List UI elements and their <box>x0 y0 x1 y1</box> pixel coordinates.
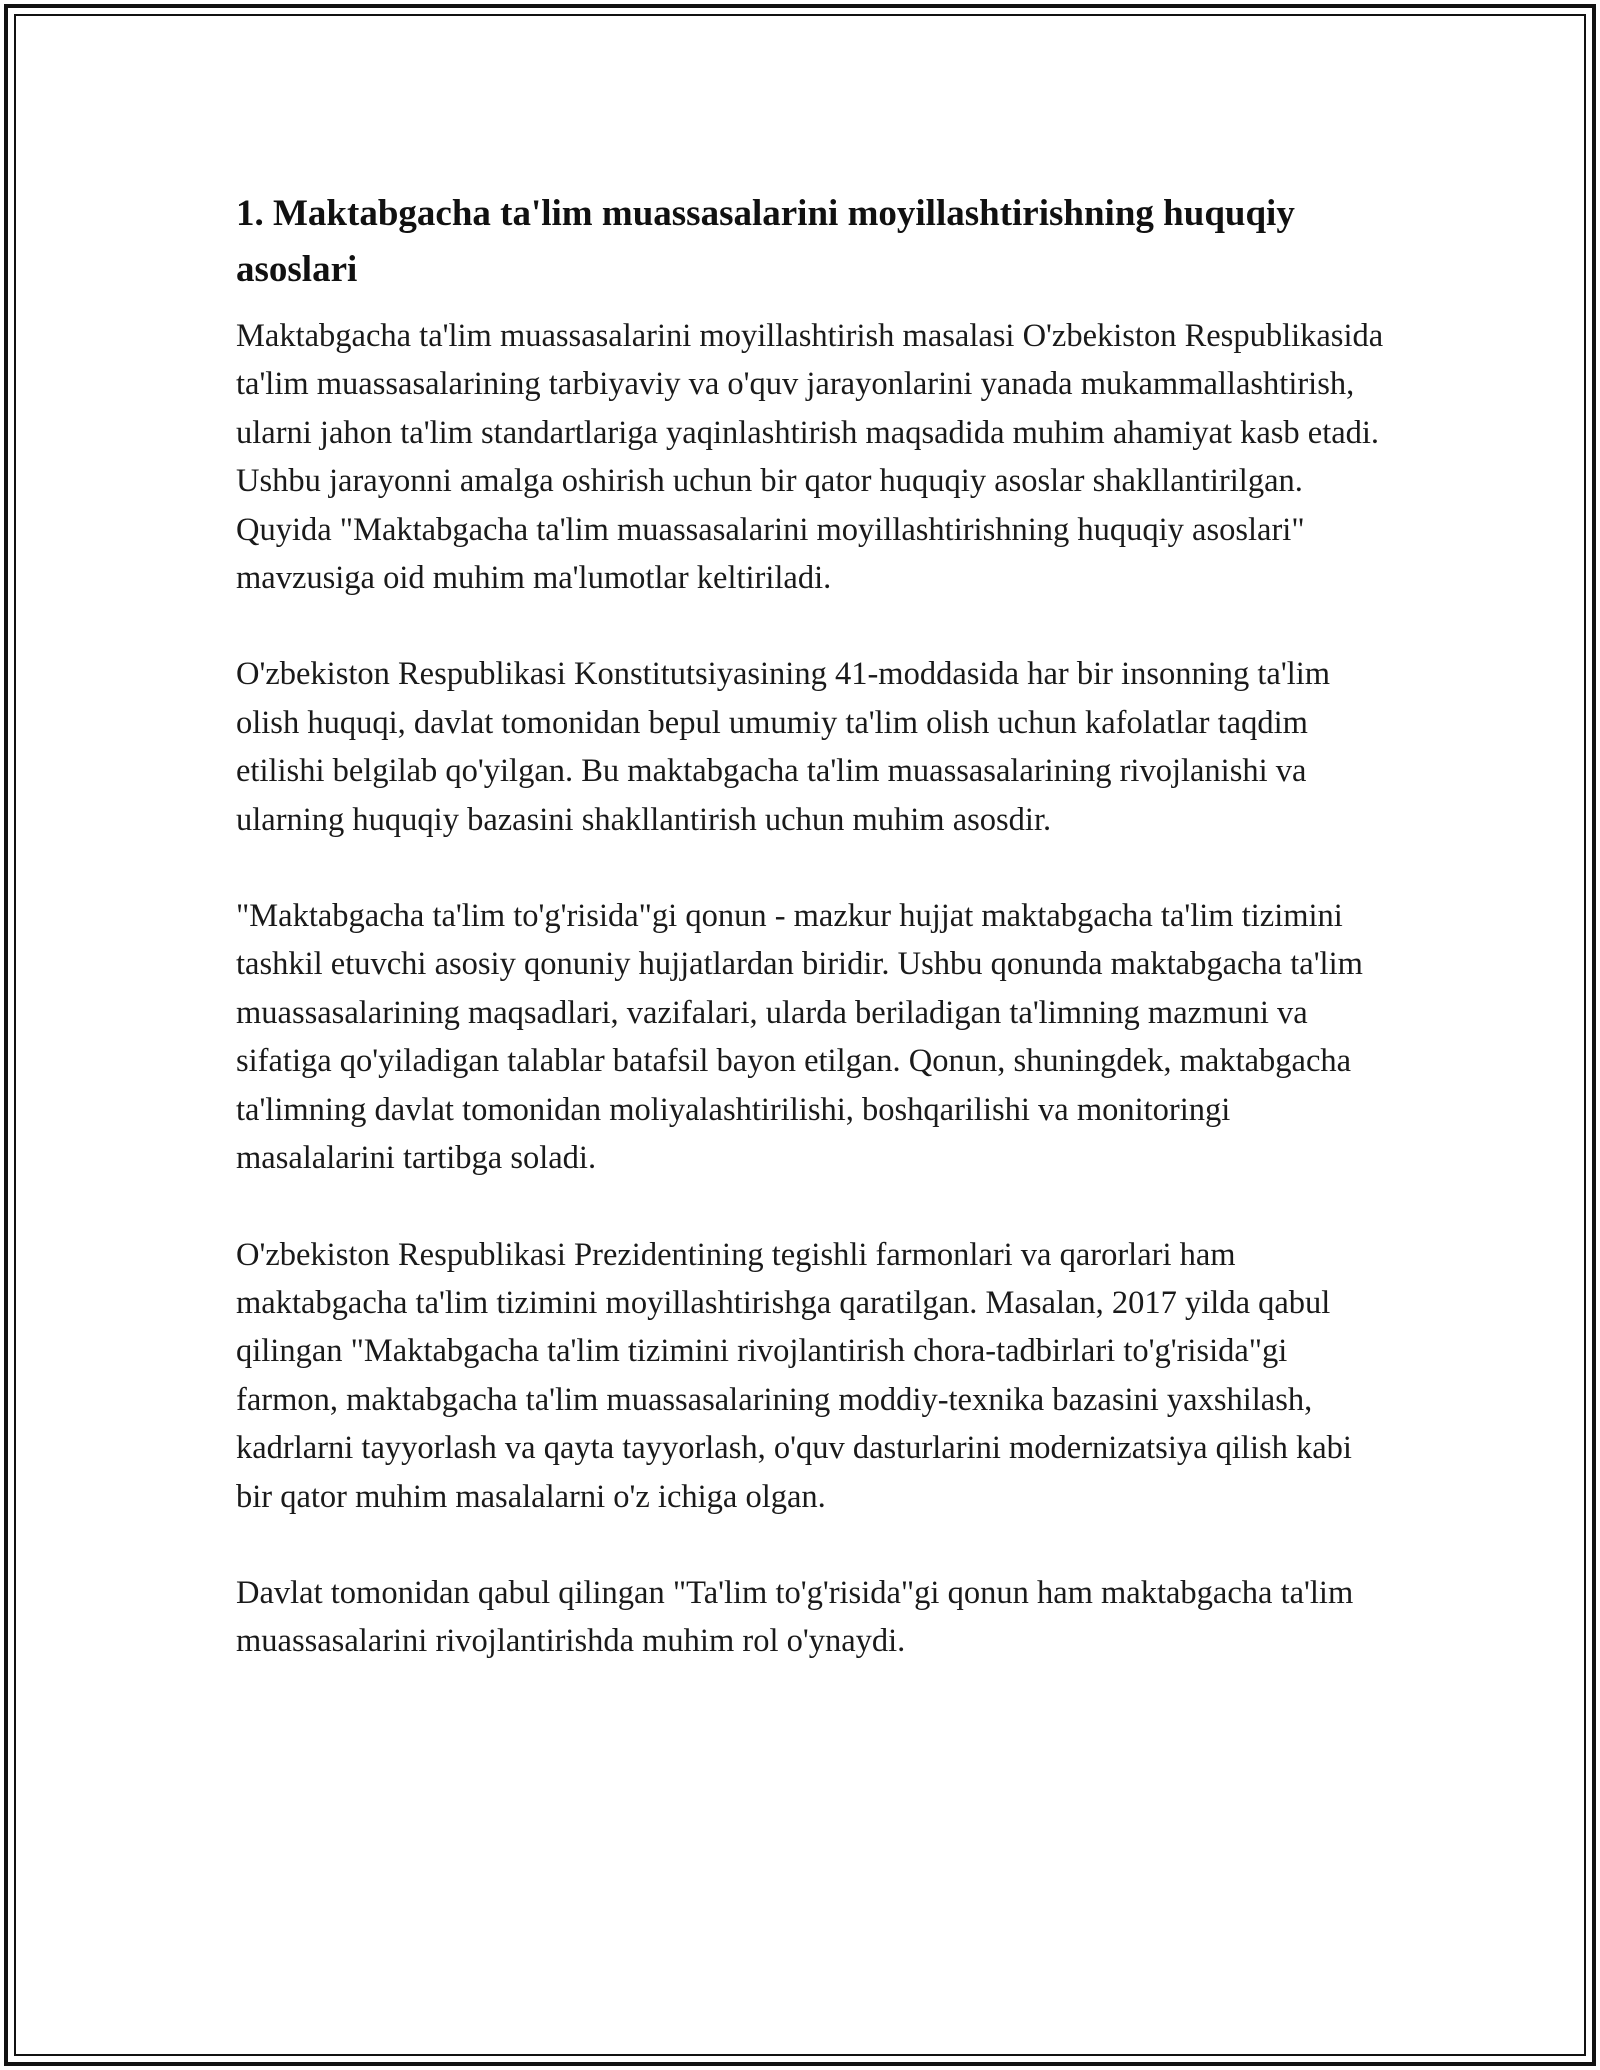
paragraph-education-law: Davlat tomonidan qabul qilingan "Ta'lim to'g'risida"gi qonun ham maktabgacha ta'lim muassasalarini rivojlantirishda muhim rol o'ynaydi. <box>236 1574 1354 1660</box>
paragraph-intro: Maktabgacha ta'lim muassasalarini moyillashtirish masalasi O'zbekiston Respublikasida ta'lim muassasalarining tarbiyaviy va o'quv jarayonlarini yanada mukammallashtirish, ularni jahon ta'lim standartlariga yaqinlashtirish maqsadida muhim ahamiyat kasb etadi. Ushbu jarayonni amalga oshirish uchun bir qator huquqiy asoslar shakllantirilgan. Quyida "Maktabgacha ta'lim muassasalarini moyillashtirishning huquqiy asoslari" mavzusiga oid muhim ma'lumotlar keltiriladi. <box>236 318 1384 597</box>
section-heading: 1. Maktabgacha ta'lim muassasalarini moyillashtirishning huquqiy asoslari <box>236 193 1295 290</box>
paragraph-preschool-law: "Maktabgacha ta'lim to'g'risida"gi qonun - mazkur hujjat maktabgacha ta'lim tizimini tashkil etuvchi asosiy qonuniy hujjatlardan biridir. Ushbu qonunda maktabgacha ta'lim muassasalarining maqsadlari, vazifalari, ularda beriladigan ta'limning mazmuni va sifatiga qo'yiladigan talablar batafsil bayon etilgan. Qonun, shuningdek, maktabgacha ta'limning davlat tomonidan moliyalashtirilishi, boshqarilishi va monitoringi masalalarini tartibga soladi. <box>236 898 1363 1177</box>
paragraph-constitution: O'zbekiston Respublikasi Konstitutsiyasining 41-moddasida har bir insonning ta'lim olish huquqi, davlat tomonidan bepul umumiy ta'lim olish uchun kafolatlar taqdim etilishi belgilab qo'yilgan. Bu maktabgacha ta'lim muassasalarining rivojlanishi va ularning huquqiy bazasini shakllantirish uchun muhim asosdir. <box>236 656 1331 838</box>
paragraph-presidential-decrees: O'zbekiston Respublikasi Prezidentining tegishli farmonlari va qarorlari ham maktabgacha ta'lim tizimini moyillashtirishga qaratilgan. Masalan, 2017 yilda qabul qilingan "Maktabgacha ta'lim tizimini rivojlantirish chora-tadbirlari to'g'risida"gi farmon, maktabgacha ta'lim muassasalarining moddiy-texnika bazasini yaxshilash, kadrlarni tayyorlash va qayta tayyorlash, o'quv dasturlarini modernizatsiya qilish kabi bir qator muhim masalalarni o'z ichiga olgan. <box>236 1236 1352 1515</box>
document-body <box>236 186 1386 1714</box>
